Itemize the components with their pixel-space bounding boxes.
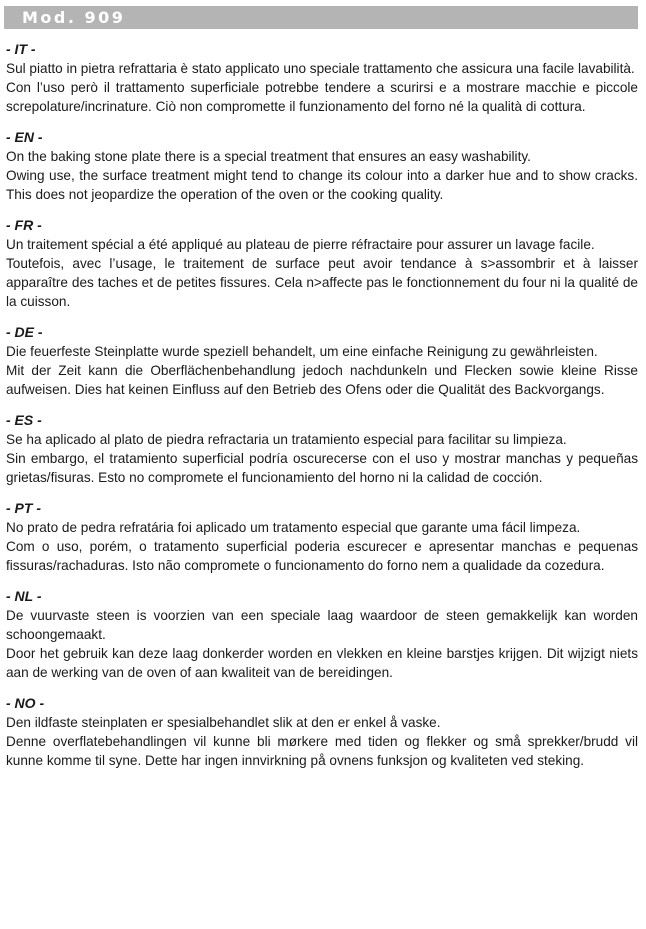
section-no <box>6 694 638 770</box>
paragraph: On the baking stone plate there is a special treatment that ensures an easy washability. <box>6 149 531 164</box>
document-body <box>6 40 638 782</box>
paragraph: Sul piatto in pietra refrattaria è stato applicato uno speciale trattamento che assicura una facile lavabilità. <box>6 61 635 76</box>
language-code: - IT - <box>6 41 36 57</box>
paragraph: De vuurvaste steen is voorzien van een speciale laag waardoor de steen gemakkelijk kan worden schoongemaakt. <box>6 608 638 642</box>
paragraph: No prato de pedra refratária foi aplicado um tratamento especial que garante uma fácil limpeza. <box>6 520 581 535</box>
section-it <box>6 40 638 116</box>
paragraph: Com o uso, porém, o tratamento superficial poderia escurecer e apresentar manchas e pequenas fissuras/rachaduras. Isto não compromete o funcionamento do forno nem a qualidade da cozedura. <box>6 539 638 573</box>
section-pt <box>6 499 638 575</box>
model-header-bar <box>4 6 638 29</box>
paragraph: Den ildfaste steinplaten er spesialbehandlet slik at den er enkel å vaske. <box>6 715 441 730</box>
paragraph: Un traitement spécial a été appliqué au plateau de pierre réfractaire pour assurer un lavage facile. <box>6 237 595 252</box>
paragraph: Toutefois, avec l’usage, le traitement de surface peut avoir tendance à s>assombrir et à laisser apparaître des taches et de petites fissures. Cela n>affecte pas le fonctionnement du four ni la qualité de la cuisson. <box>6 256 638 309</box>
paragraph: Die feuerfeste Steinplatte wurde speziell behandelt, um eine einfache Reinigung zu gewährleisten. <box>6 344 598 359</box>
paragraph: Mit der Zeit kann die Oberflächenbehandlung jedoch nachdunkeln und Flecken sowie kleine Risse aufweisen. Dies hat keinen Einfluss auf den Betrieb des Ofens oder die Qualität des Backvorgangs. <box>6 363 638 397</box>
section-nl <box>6 587 638 682</box>
section-en <box>6 128 638 204</box>
language-code: - EN - <box>6 129 43 145</box>
paragraph: Owing use, the surface treatment might tend to change its colour into a darker hue and to show cracks. This does not jeopardize the operation of the oven or the cooking quality. <box>6 168 638 202</box>
section-es <box>6 411 638 487</box>
language-code: - NO - <box>6 695 45 711</box>
paragraph: Denne overflatebehandlingen vil kunne bli mørkere med tiden og flekker og små sprekker/brudd vil kunne komme til syne. Dette har ingen innvirkning på ovnens funksjon og kvaliteten ved steking. <box>6 734 638 768</box>
paragraph: Door het gebruik kan deze laag donkerder worden en vlekken en kleine barstjes krijgen. Dit wijzigt niets aan de werking van de oven of aan kwaliteit van de bereidingen. <box>6 646 638 680</box>
language-code: - NL - <box>6 588 42 604</box>
language-code: - DE - <box>6 324 43 340</box>
paragraph: Se ha aplicado al plato de piedra refractaria un tratamiento especial para facilitar su limpieza. <box>6 432 567 447</box>
language-code: - PT - <box>6 500 41 516</box>
paragraph: Sin embargo, el tratamiento superficial podría oscurecerse con el uso y mostrar manchas y pequeñas grietas/fisuras. Esto no compromete el funcionamiento del horno ni la calidad de cocción. <box>6 451 638 485</box>
model-title: Mod. 909 <box>22 8 126 27</box>
language-code: - FR - <box>6 217 42 233</box>
paragraph: Con l’uso però il trattamento superficiale potrebbe tendere a scurirsi e a mostrare macchie e piccole screpolature/incrinature. Ciò non compromette il funzionamento del forno né la qualità di cottura. <box>6 80 638 114</box>
section-fr <box>6 216 638 311</box>
section-de <box>6 323 638 399</box>
language-code: - ES - <box>6 412 42 428</box>
